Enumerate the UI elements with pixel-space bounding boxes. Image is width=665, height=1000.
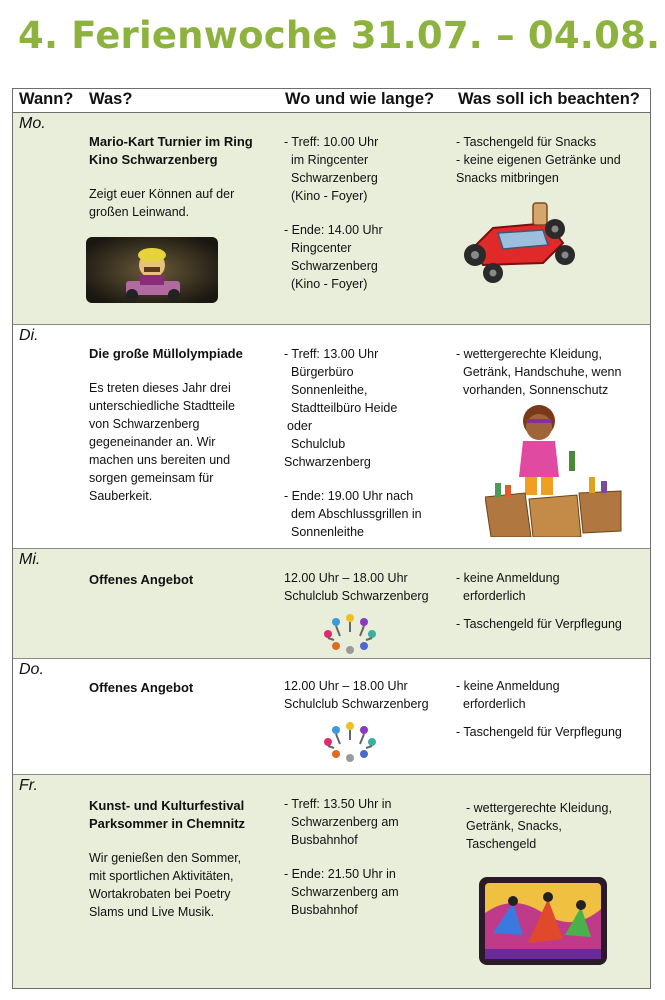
where-line: im Ringcenter [291,153,369,167]
table-row [13,775,650,988]
table-header [13,89,650,113]
where-line: - Treff: 10.00 Uhr [284,135,379,149]
where-line: Schulclub [291,437,346,451]
note-line: erforderlich [463,697,526,711]
table-row [13,113,650,325]
where-line: Schwarzenberg am [291,815,399,829]
header-was: Was? [89,90,133,108]
note-line: Snacks mitbringen [456,171,559,185]
where-line: Sonnenleithe, [291,383,368,397]
activity-desc: Wir genießen den Sommer, [89,851,242,865]
activity-desc: großen Leinwand. [89,205,190,219]
activity-desc: Wortakrobaten bei Poetry [89,887,231,901]
note-line: Getränk, Handschuhe, wenn [463,365,622,379]
table-row [13,549,650,659]
notes-cell [456,677,648,741]
note-line: - keine Anmeldung [456,679,560,693]
activity-desc: von Schwarzenberg [89,417,200,431]
activity-cell [89,571,279,589]
notes-cell [456,133,648,187]
where-line: Busbahnhof [291,833,358,847]
where-line: - Ende: 19.00 Uhr nach [284,489,414,503]
activity-desc: sorgen gemeinsam für [89,471,214,485]
where-line: Busbahnhof [291,903,358,917]
where-cell [284,677,449,713]
go-kart-illustration [453,193,579,283]
where-line: Schwarzenberg [284,455,371,469]
note-line: - Taschengeld für Verpflegung [456,725,622,739]
where-line: Schwarzenberg [291,171,378,185]
activity-title: Kino Schwarzenberg [89,152,218,167]
day-label: Do. [19,661,44,678]
activity-cell [89,797,279,921]
note-line: erforderlich [463,589,526,603]
activity-desc: Slams und Live Musik. [89,905,215,919]
where-line: Schulclub Schwarzenberg [284,589,429,603]
where-cell [284,133,449,293]
where-line: - Ende: 14.00 Uhr [284,223,383,237]
activity-desc: Zeigt euer Können auf der [89,187,235,201]
where-line: - Treff: 13.50 Uhr in [284,797,392,811]
header-beachten: Was soll ich beachten? [458,90,640,108]
table-row [13,325,650,549]
activity-desc: machen uns bereiten und [89,453,231,467]
people-circle-icon [322,720,378,764]
girl-recycling-illustration [485,401,625,537]
activity-title: Parksommer in Chemnitz [89,816,246,831]
note-line: Taschengeld [466,837,537,851]
where-line: Stadtteilbüro Heide [291,401,398,415]
where-line: Schwarzenberg [291,259,378,273]
note-line: - keine Anmeldung [456,571,560,585]
people-circle-icon [322,612,378,656]
where-line: Bürgerbüro [291,365,354,379]
activity-cell [89,679,279,697]
day-label: Mi. [19,551,41,568]
activity-desc: gegeneinander an. Wir [89,435,216,449]
note-line: Getränk, Snacks, [466,819,562,833]
where-line: (Kino - Foyer) [291,189,368,203]
where-line: - Treff: 13.00 Uhr [284,347,379,361]
day-label: Fr. [19,777,38,794]
note-line: - wettergerechte Kleidung, [456,347,602,361]
where-line: - Ende: 21.50 Uhr in [284,867,396,881]
table-row [13,659,650,775]
notes-cell [466,799,648,853]
day-label: Di. [19,327,39,344]
festival-dancers-illustration [473,873,613,969]
activity-desc: Es treten dieses Jahr drei [89,381,231,395]
activity-title: Mario-Kart Turnier im Ring [89,134,253,149]
activity-cell [89,345,279,505]
activity-title: Kunst- und Kulturfestival [89,798,245,813]
day-label: Mo. [19,115,46,132]
notes-cell [456,345,648,399]
note-line: - keine eigenen Getränke und [456,153,621,167]
activity-desc: Sauberkeit. [89,489,153,503]
where-cell [284,795,449,919]
where-line: oder [287,419,313,433]
mario-kart-photo [86,237,218,303]
where-line: dem Abschlussgrillen in [291,507,422,521]
header-wann: Wann? [19,90,74,108]
activity-cell [89,133,279,221]
activity-desc: mit sportlichen Aktivitäten, [89,869,234,883]
where-line: Sonnenleithe [291,525,364,539]
page-title: 4. Ferienwoche 31.07. – 04.08. [18,14,661,57]
note-line: - Taschengeld für Verpflegung [456,617,622,631]
where-line: 12.00 Uhr – 18.00 Uhr [284,679,408,693]
where-line: Schwarzenberg am [291,885,399,899]
where-cell [284,345,449,541]
where-cell [284,569,449,605]
where-line: Schulclub Schwarzenberg [284,697,429,711]
activity-desc: unterschiedliche Stadtteile [89,399,235,413]
header-wo: Wo und wie lange? [285,90,435,108]
notes-cell [456,569,648,633]
where-line: Ringcenter [291,241,352,255]
note-line: - wettergerechte Kleidung, [466,801,612,815]
activity-title: Offenes Angebot [89,572,194,587]
activity-title: Die große Müllolympiade [89,346,243,361]
schedule-table [12,88,651,989]
where-line: (Kino - Foyer) [291,277,368,291]
activity-title: Offenes Angebot [89,680,194,695]
note-line: vorhanden, Sonnenschutz [463,383,609,397]
where-line: 12.00 Uhr – 18.00 Uhr [284,571,408,585]
note-line: - Taschengeld für Snacks [456,135,597,149]
